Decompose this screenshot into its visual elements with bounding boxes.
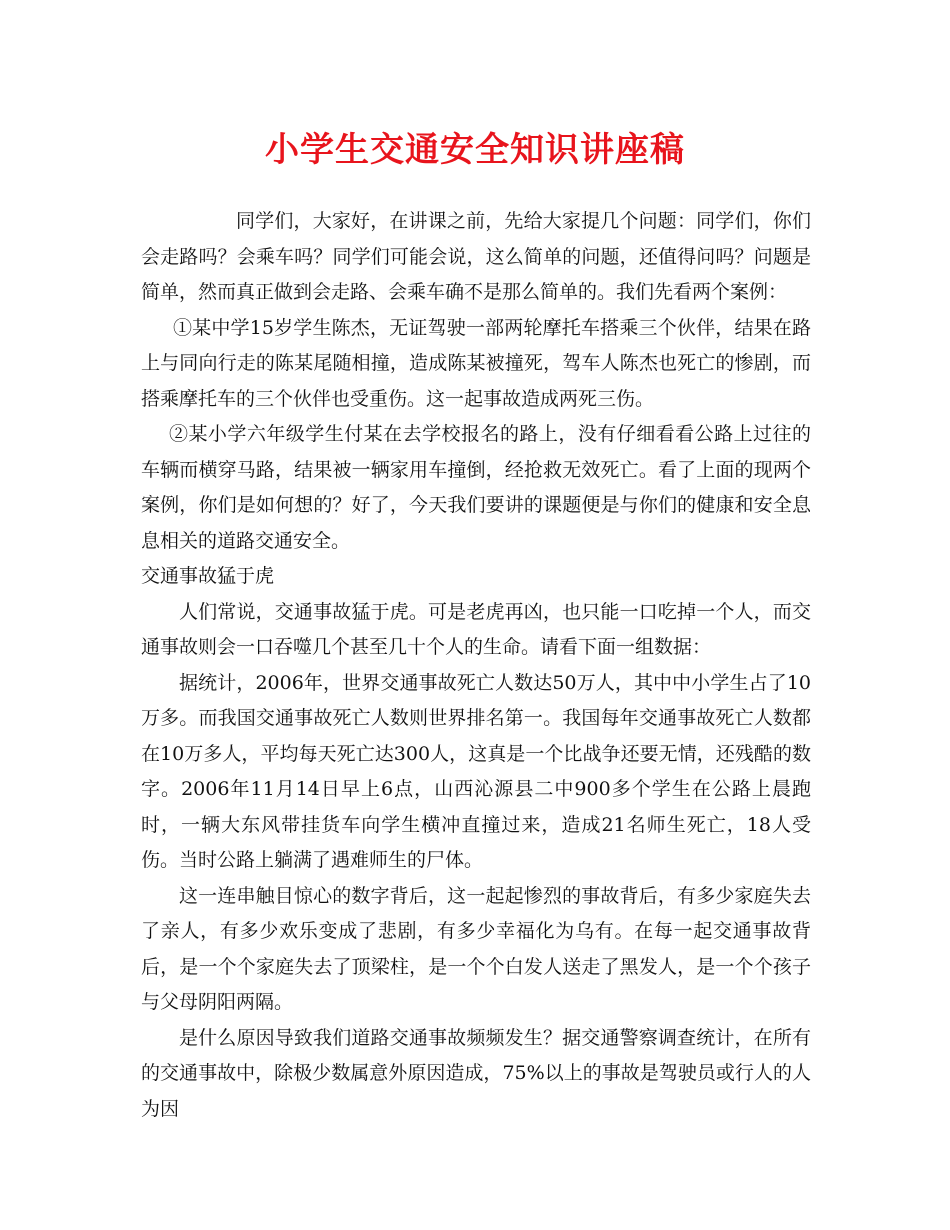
section-heading: 交通事故猛于虎	[141, 565, 275, 587]
paragraph-tiger: 人们常说，交通事故猛于虎。可是老虎再凶，也只能一口吃掉一个人，而交通事故则会一口吞噬几个甚至几十个人的生命。请看下面一组数据：	[141, 600, 811, 658]
paragraph-case-2: ②某小学六年级学生付某在去学校报名的路上，没有仔细看看公路上过往的车辆而横穿马路，结果被一辆家用车撞倒，经抢救无效死亡。看了上面的现两个案例，你们是如何想的？好了，今天我们要讲的课题便是与你们的健康和安全息息相关的道路交通安全。	[141, 423, 811, 552]
paragraph-case-1: ①某中学15岁学生陈杰，无证驾驶一部两轮摩托车搭乘三个伙伴，结果在路上与同向行走的陈某尾随相撞，造成陈某被撞死，驾车人陈杰也死亡的惨剧，而搭乘摩托车的三个伙伴也受重伤。这一起事故造成两死三伤。	[141, 316, 811, 410]
paragraph-intro: 同学们，大家好，在讲课之前，先给大家提几个问题：同学们，你们会走路吗？会乘车吗？同学们可能会说，这么简单的问题，还值得问吗？问题是简单，然而真正做到会走路、会乘车确不是那么简单的。我们先看两个案例：	[141, 210, 811, 303]
paragraph-behind: 这一连串触目惊心的数字背后，这一起起惨烈的事故背后，有多少家庭失去了亲人，有多少欢乐变成了悲剧，有多少幸福化为乌有。在每一起交通事故背后，是一个个家庭失去了顶梁柱，是一个个白发人送走了黑发人，是一个个孩子与父母阴阳两隔。	[141, 884, 811, 1013]
document-body	[141, 204, 811, 1127]
document-title: 小学生交通安全知识讲座稿	[265, 130, 685, 170]
paragraph-statistics: 据统计，2006年，世界交通事故死亡人数达50万人，其中中小学生占了10万多。而我国交通事故死亡人数则世界排名第一。我国每年交通事故死亡人数都在10万多人，平均每天死亡达300人，这真是一个比战争还要无情，还残酷的数字。2006年11月14日早上6点，山西沁源县二中900多个学生在公路上晨跑时，一辆大东风带挂货车向学生横冲直撞过来，造成21名师生死亡，18人受伤。当时公路上躺满了遇难师生的尸体。	[141, 671, 811, 871]
paragraph-causes: 是什么原因导致我们道路交通事故频频发生？据交通警察调查统计，在所有的交通事故中，除极少数属意外原因造成，75%以上的事故是驾驶员或行人的人为因	[141, 1026, 811, 1120]
